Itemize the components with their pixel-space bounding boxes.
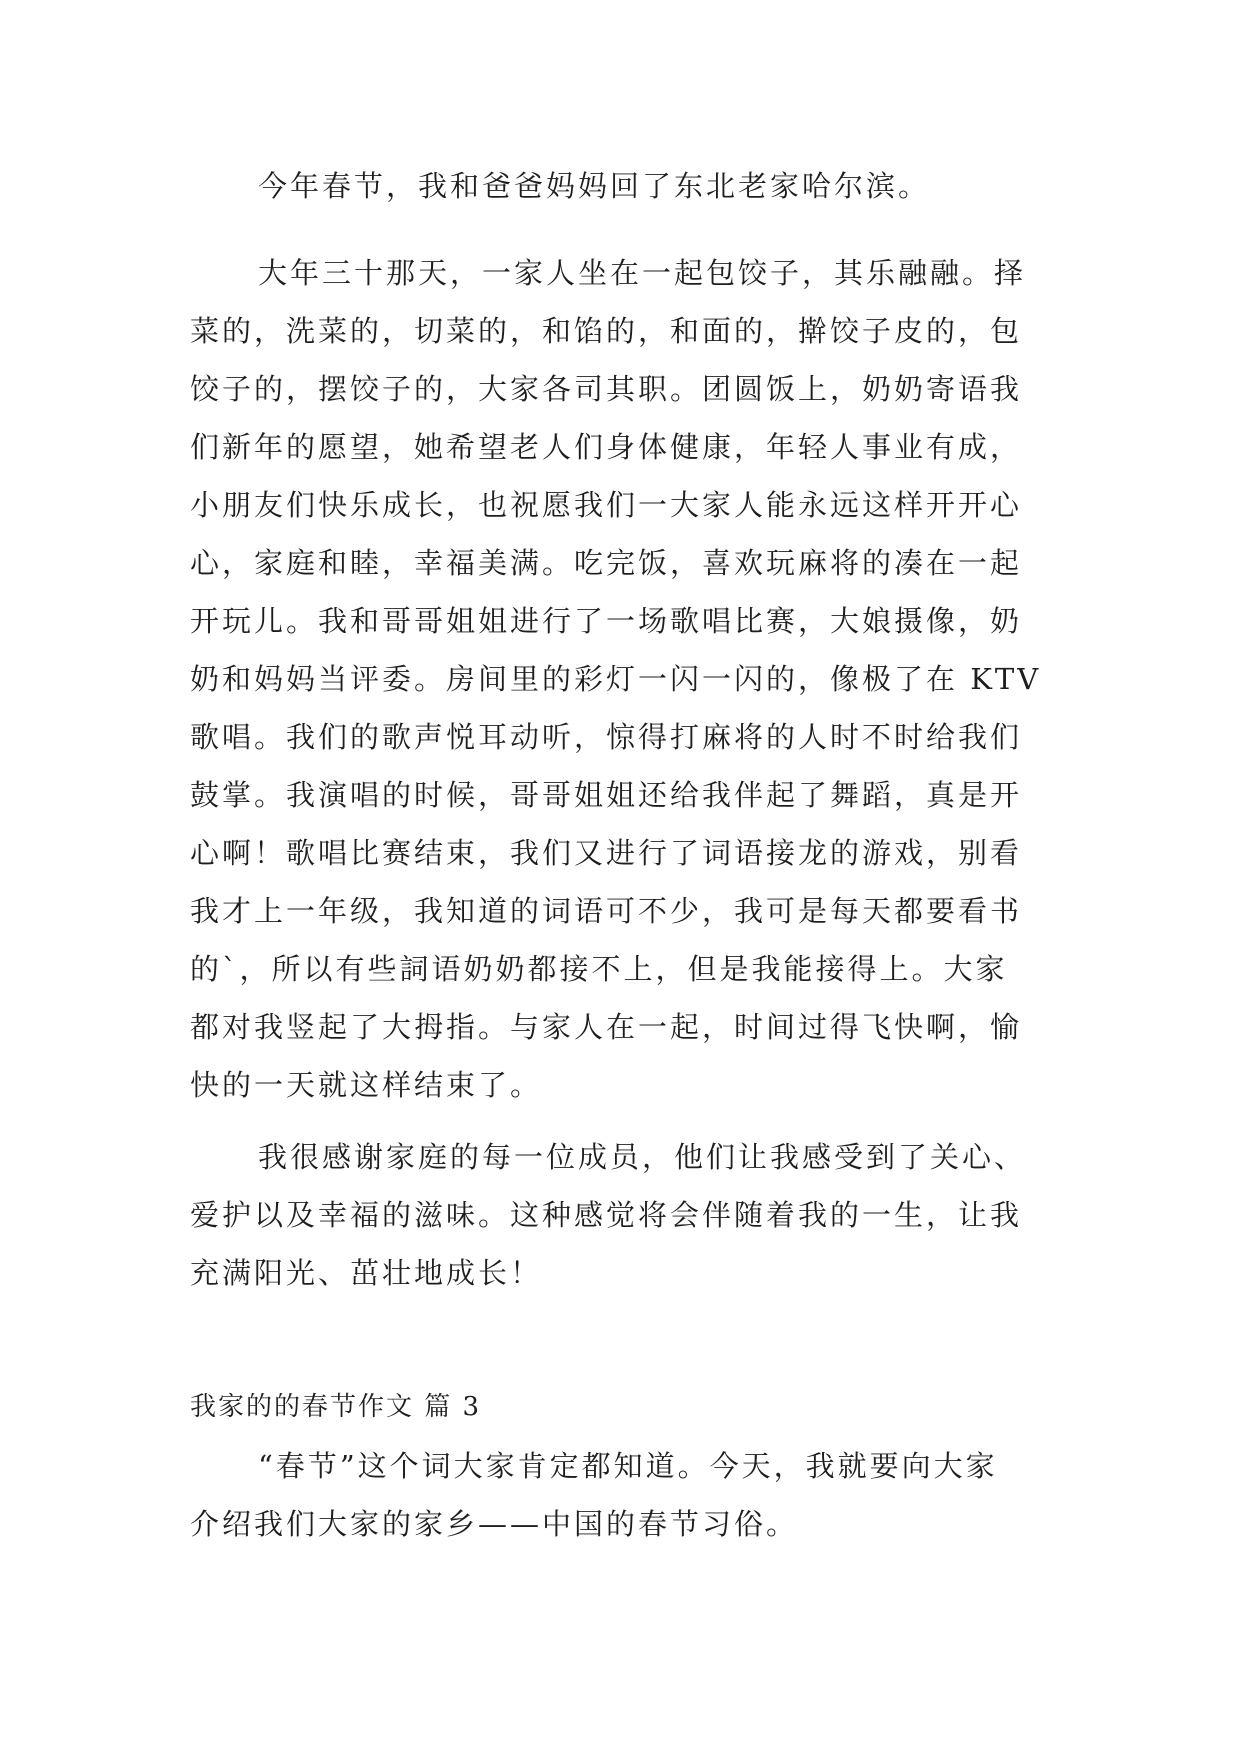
paragraph-line: 我很感谢家庭的每一位成员，他们让我感受到了关心、: [258, 1140, 1027, 1174]
paragraph-line: 心，家庭和睦，幸福美满。吃完饭，喜欢玩麻将的凑在一起: [190, 546, 1023, 580]
paragraph-line: 饺子的，摆饺子的，大家各司其职。团圆饭上，奶奶寄语我: [190, 372, 1023, 406]
section-heading: 我家的的春节作文 篇 3: [190, 1392, 482, 1422]
paragraph-3: [190, 1128, 1050, 1302]
paragraph-line: 充满阳光、茁壮地成长！: [190, 1256, 543, 1290]
paragraph-line: 大年三十那天，一家人坐在一起包饺子，其乐融融。择: [258, 256, 1027, 290]
paragraph-line: 快的一天就这样结束了。: [190, 1068, 543, 1102]
paragraph-line: 小朋友们快乐成长，也祝愿我们一大家人能永远这样开开心: [190, 488, 1023, 522]
paragraph-line: “春节”这个词大家肯定都知道。今天，我就要向大家: [258, 1449, 998, 1483]
paragraph-line: 菜的，洗菜的，切菜的，和馅的，和面的，擀饺子皮的，包: [190, 314, 1023, 348]
paragraph-line: 的`，所以有些詞语奶奶都接不上，但是我能接得上。大家: [190, 952, 1008, 986]
paragraph-line: 介绍我们大家的家乡——中国的春节习俗。: [190, 1507, 799, 1541]
paragraph-line: 开玩儿。我和哥哥姐姐进行了一场歌唱比赛，大娘摄像，奶: [190, 604, 1023, 638]
paragraph-line: 们新年的愿望，她希望老人们身体健康，年轻人事业有成，: [190, 430, 1023, 464]
paragraph-line: 歌唱。我们的歌声悦耳动听，惊得打麻将的人时不时给我们: [190, 720, 1023, 754]
paragraph-1: [190, 157, 1050, 215]
paragraph-line: 奶和妈妈当评委。房间里的彩灯一闪一闪的，像极了在 KTV: [190, 662, 1042, 696]
paragraph-line: 爱护以及幸福的滋味。这种感觉将会伴随着我的一生，让我: [190, 1198, 1023, 1232]
paragraph-4: [190, 1437, 1050, 1553]
paragraph-line: 今年春节，我和爸爸妈妈回了东北老家哈尔滨。: [258, 169, 931, 203]
paragraph-line: 心啊！歌唱比赛结束，我们又进行了词语接龙的游戏，别看: [190, 836, 1023, 870]
paragraph-line: 鼓掌。我演唱的时候，哥哥姐姐还给我伴起了舞蹈，真是开: [190, 778, 1023, 812]
paragraph-2: [190, 244, 1050, 1114]
paragraph-line: 都对我竖起了大拇指。与家人在一起，时间过得飞快啊，愉: [190, 1010, 1023, 1044]
paragraph-line: 我才上一年级，我知道的词语可不少，我可是每天都要看书: [190, 894, 1023, 928]
